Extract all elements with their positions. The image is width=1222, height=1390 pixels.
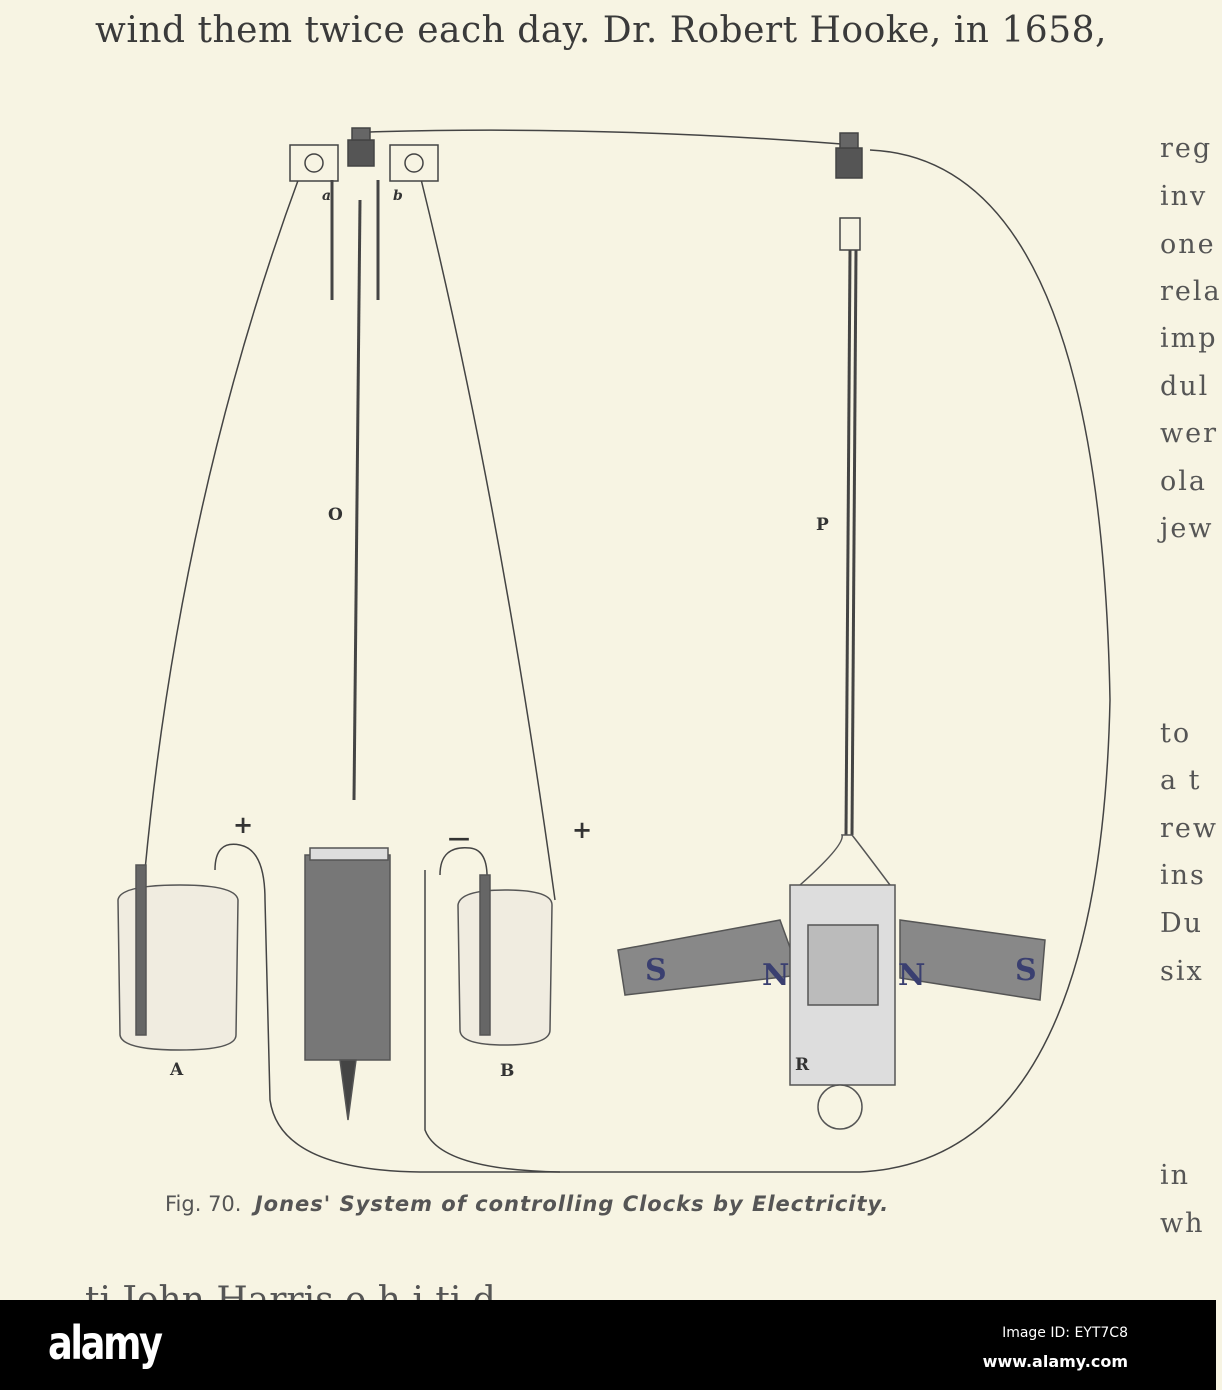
magnet-s-left: S [645,953,667,988]
caption-text: Jones' System of controlling Clocks by Electricity. [254,1192,890,1216]
label-b: b [393,188,403,204]
side-text-fragment: to [1160,718,1192,749]
body-text-top-line: wind them twice each day. Dr. Robert Hooke, in 1658, [95,10,1107,51]
label-o: O [328,505,343,525]
figure-caption [165,1192,889,1216]
side-text-fragment: dul [1160,371,1210,402]
side-text-fragment: one [1160,229,1216,260]
image-id: Image ID: EYT7C8 [1002,1325,1128,1341]
side-text-fragment: six [1160,956,1204,987]
label-r: R [795,1055,810,1075]
side-text-fragment: rela [1160,276,1222,307]
watermark-bar [0,1300,1216,1390]
site-url: www.alamy.com [982,1352,1128,1371]
label-battery-a: A [170,1060,184,1080]
side-text-fragment: imp [1160,323,1218,354]
magnet-n-right: N [898,958,926,993]
side-text-fragment: a t [1160,765,1202,796]
side-text-fragment: rew [1160,813,1218,844]
magnet-n-left: N [762,958,790,993]
alamy-logo: alamy [48,1316,161,1370]
label-battery-b: B [500,1061,515,1081]
side-text-fragment: in [1160,1160,1191,1191]
side-text-fragment: jew [1160,513,1214,544]
side-text-fragment: wer [1160,418,1218,449]
magnet-s-right: S [1015,953,1037,988]
label-p: P [816,515,829,535]
label-plus-b: + [572,815,593,844]
side-text-fragment: wh [1160,1208,1205,1239]
side-text-fragment: ins [1160,860,1206,891]
label-a: a [322,188,332,204]
body-text-cut-line [85,1280,496,1300]
side-text-fragment: inv [1160,181,1208,212]
label-minus-b: — [448,825,470,851]
side-text-fragment: Du [1160,908,1204,939]
caption-fig-number: Fig. 70. [165,1192,242,1216]
label-plus-a: + [233,810,254,839]
side-text-fragment: ola [1160,466,1207,497]
side-text-fragment: reg [1160,133,1213,164]
